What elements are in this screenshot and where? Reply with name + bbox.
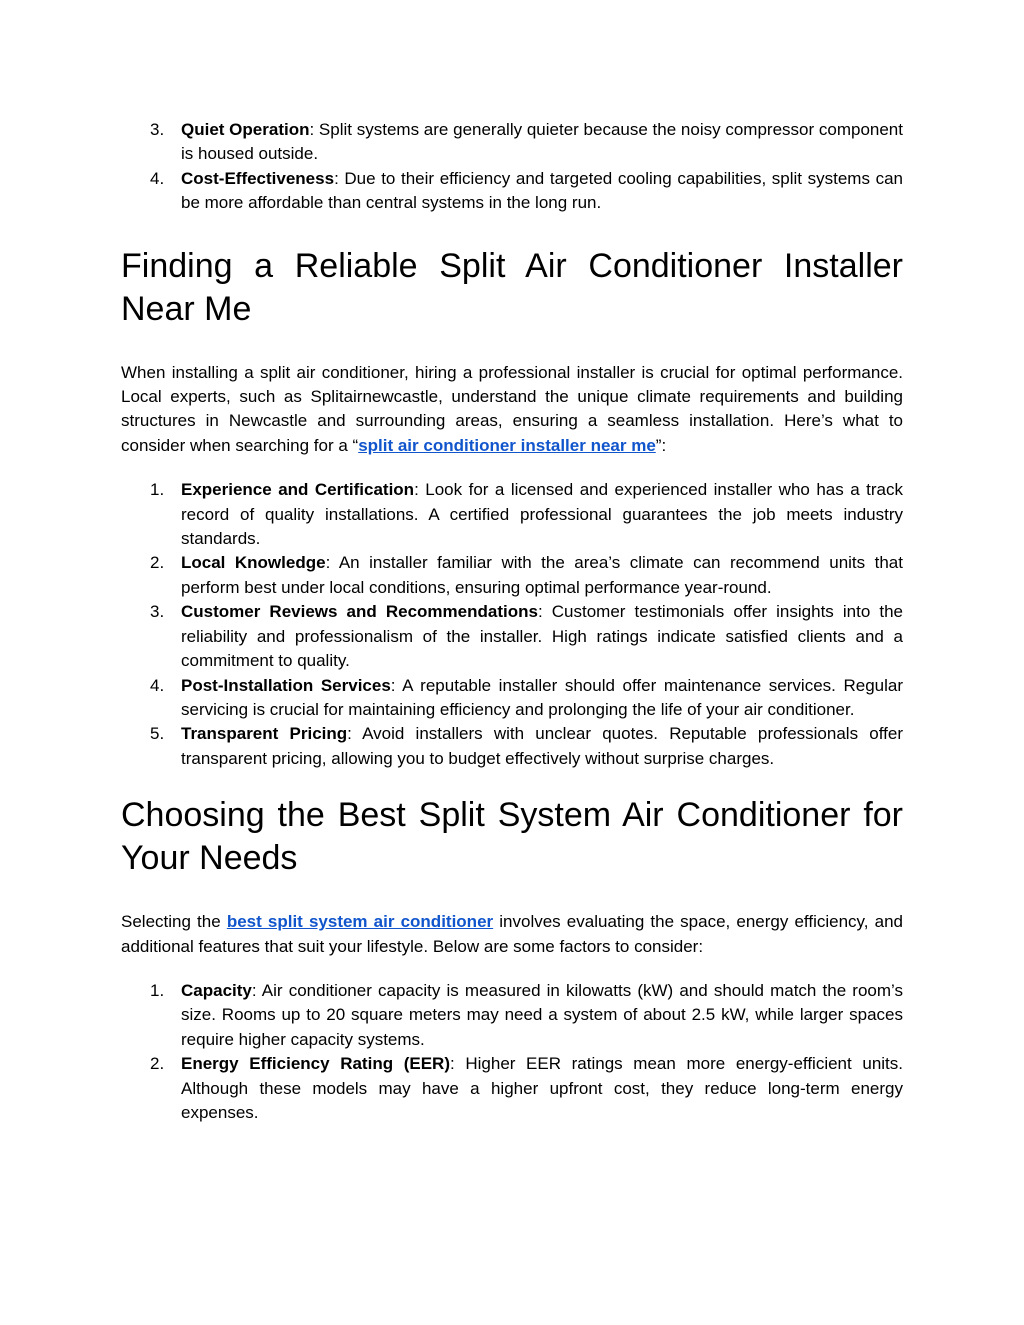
list-number: 2. [150, 553, 165, 573]
list-text: : Look for a licensed and experienced installer who has a track record of quality installations. A certified professional guarantees the job meets industry standards. [181, 480, 903, 549]
list-term: Post-Installation Services [181, 675, 391, 695]
installer-criteria-list [121, 478, 903, 771]
list-item [121, 167, 903, 216]
list-text: : An installer familiar with the area’s climate can recommend units that perform best under local conditions, ensuring optimal performance year-round. [181, 553, 903, 597]
list-item [121, 118, 903, 167]
list-number: 3. [150, 602, 165, 622]
list-text: : A reputable installer should offer maintenance services. Regular servicing is crucial for maintaining efficiency and prolonging the life of your air conditioner. [181, 675, 904, 719]
list-text: : Higher EER ratings mean more energy-efficient units. Although these models may have a higher upfront cost, they reduce long-term energy expenses. [181, 1054, 903, 1122]
document-page [121, 118, 903, 1125]
list-text: : Avoid installers with unclear quotes. Reputable professionals offer transparent pricing, allowing you to budget effectively without surprise charges. [181, 724, 903, 768]
list-item [121, 722, 903, 771]
list-term: Customer Reviews and Recommendations [181, 602, 538, 622]
section-paragraph-installer [121, 361, 903, 459]
list-term: Experience and Certification [181, 480, 415, 500]
list-number: 2. [150, 1054, 165, 1074]
paragraph-text: Selecting the [121, 912, 227, 932]
list-term: Transparent Pricing [181, 724, 348, 744]
list-text: : Due to their efficiency and targeted cooling capabilities, split systems can be more affordable than central systems in the long run. [181, 168, 903, 213]
best-split-system-link[interactable]: best split system air conditioner [226, 912, 494, 932]
paragraph-text: ”: [655, 435, 667, 455]
choosing-factors-list [121, 979, 903, 1125]
list-term: Quiet Operation [181, 120, 310, 139]
list-item [121, 674, 903, 723]
paragraph-text: When installing a split air conditioner, hiring a professional installer is crucial for optimal performance. Local experts, such as Splitairnewcastle, understand the unique climate requirements and building structures in Newcastle and surrounding areas, ensuring a seamless installation. Here’s what to consider when searching for a “ [121, 362, 903, 455]
section-heading-installer: Finding a Reliable Split Air Conditioner Installer Near Me [121, 246, 903, 328]
list-number: 3. [150, 120, 165, 139]
list-item [121, 1052, 903, 1125]
list-text: : Air conditioner capacity is measured in kilowatts (kW) and should match the room’s size. Rooms up to 20 square meters may need a system of about 2.5 kW, while larger spaces require higher capacity systems. [181, 980, 903, 1049]
list-item [121, 979, 903, 1052]
list-item [121, 478, 903, 551]
list-number: 1. [150, 480, 165, 500]
section-heading-choosing: Choosing the Best Split System Air Conditioner for Your Needs [121, 796, 903, 878]
list-item [121, 551, 903, 600]
list-text: : Split systems are generally quieter because the noisy compressor component is housed outside. [181, 120, 903, 164]
list-number: 5. [150, 724, 165, 744]
paragraph-text: involves evaluating the space, energy efficiency, and additional features that suit your lifestyle. Below are some factors to consider: [121, 912, 903, 956]
list-term: Energy Efficiency Rating (EER) [181, 1054, 450, 1074]
list-term: Local Knowledge [181, 553, 326, 573]
section-paragraph-choosing [121, 910, 903, 959]
installer-link[interactable]: split air conditioner installer near me [358, 435, 656, 455]
intro-list [121, 118, 903, 216]
list-text: : Customer testimonials offer insights into the reliability and professionalism of the installer. High ratings indicate satisfied clients and a commitment to quality. [181, 602, 903, 671]
list-number: 1. [150, 980, 165, 1000]
list-number: 4. [150, 168, 165, 188]
list-term: Cost-Effectiveness [181, 168, 335, 188]
list-term: Capacity [181, 980, 252, 1000]
list-item [121, 600, 903, 673]
list-number: 4. [150, 675, 165, 695]
